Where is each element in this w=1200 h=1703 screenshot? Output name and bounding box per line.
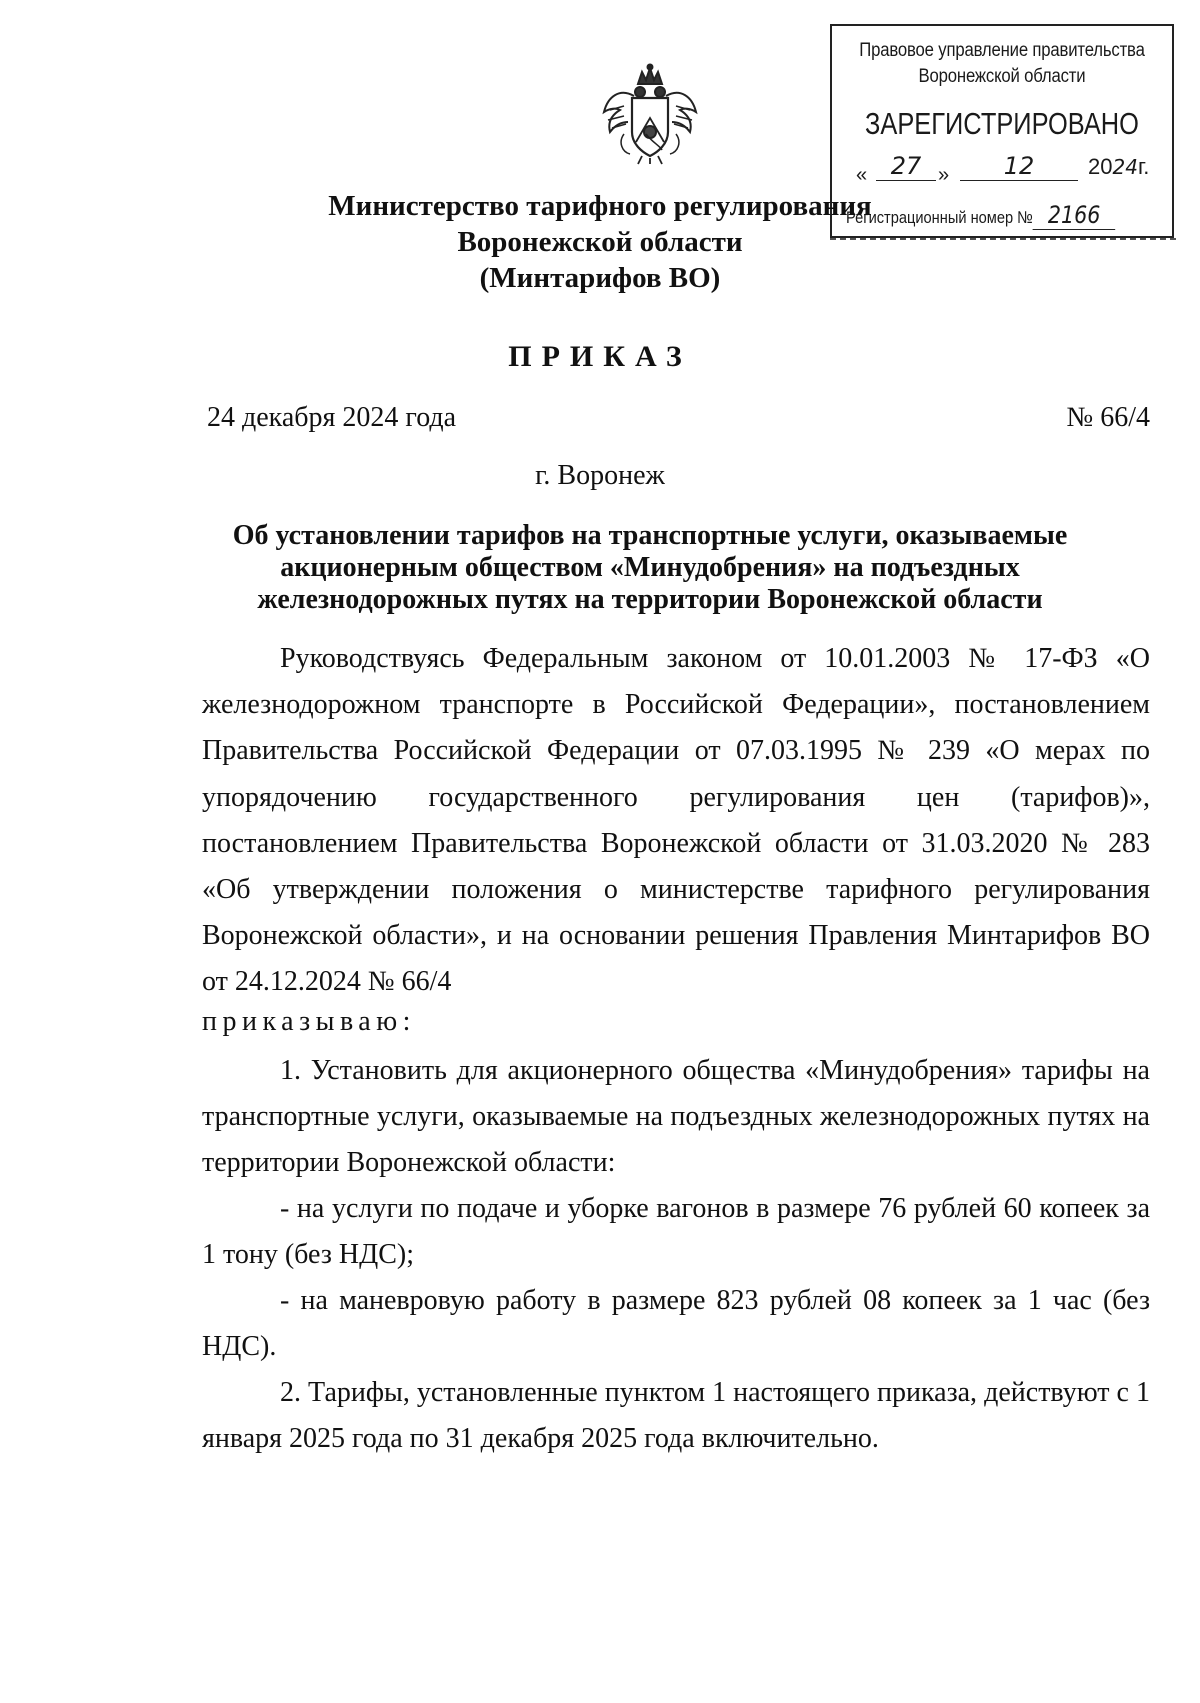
ministry-name-line2: Воронежской области bbox=[457, 226, 743, 258]
subject-line1: Об установлении тарифов на транспортные услуги, оказываемые bbox=[232, 520, 1068, 551]
stamp-day: 27 bbox=[876, 152, 936, 181]
stamp-year-prefix: 20 bbox=[1088, 154, 1113, 179]
stamp-month: 12 bbox=[960, 152, 1078, 181]
stamp-reg-label: Регистрационный номер № bbox=[846, 208, 1033, 227]
stamp-registered-label: ЗАРЕГИСТРИРОВАНО bbox=[865, 106, 1139, 141]
stamp-year bbox=[1088, 154, 1149, 180]
subject-line3: железнодорожных путях на территории Воронежской области bbox=[257, 584, 1043, 615]
order-city: г. Воронеж bbox=[535, 460, 665, 491]
stamp-year-unit: г. bbox=[1137, 154, 1150, 179]
preamble-paragraph: Руководствуясь Федеральным законом от 10.01.2003 № 17-ФЗ «О железнодорожном транспорте в Российской Федерации», постановлением Правительства Российской Федерации от 07.03.1995 № 239 «О мерах по упорядочению государственного регулирования цен (тарифов)», постановлением Правительства Воронежской области от 31.03.2020 № 283 «Об утверждении положения о министерстве тарифного регулирования Воронежской области», и на основании решения Правления Минтарифов ВО от 24.12.2024 № 66/4 bbox=[202, 643, 1150, 998]
order-number: № 66/4 bbox=[1066, 402, 1150, 433]
stamp-quote-open: « bbox=[856, 164, 868, 186]
ministry-short-name: (Минтарифов ВО) bbox=[479, 262, 721, 294]
item-1b-paragraph: - на маневровую работу в размере 823 рублей 08 копеек за 1 час (без НДС). bbox=[202, 1285, 1150, 1363]
coat-of-arms-icon bbox=[600, 62, 700, 166]
item-1-paragraph: 1. Установить для акционерного общества «Минудобрения» тарифы на транспортные услуги, оказываемые на подъездных железнодорожных путях на территории Воронежской области: bbox=[202, 1055, 1150, 1179]
stamp-authority-line2: Воронежской области bbox=[918, 66, 1086, 87]
stamp-date bbox=[854, 152, 1164, 192]
stamp-quote-close: » bbox=[938, 164, 950, 186]
order-title: ПРИКАЗ bbox=[508, 340, 692, 373]
order-date: 24 декабря 2024 года bbox=[207, 402, 457, 433]
order-subject bbox=[200, 520, 1100, 616]
item-2-paragraph: 2. Тарифы, установленные пунктом 1 настоящего приказа, действуют с 1 января 2025 года по 31 декабря 2025 года включительно. bbox=[202, 1377, 1150, 1455]
subject-line2: акционерным обществом «Минудобрения» на подъездных bbox=[280, 552, 1020, 583]
decree-word: приказываю: bbox=[202, 1006, 416, 1037]
ministry-name-line1: Министерство тарифного регулирования bbox=[328, 190, 872, 222]
item-1a-paragraph: - на услуги по подаче и уборке вагонов в размере 76 рублей 60 копеек за 1 тону (без НДС); bbox=[202, 1193, 1150, 1271]
stamp-authority-line1: Правовое управление правительства bbox=[859, 40, 1145, 61]
stamp-year-suffix: 24 bbox=[1112, 155, 1138, 179]
stamp-reg-number: 2166 bbox=[1033, 201, 1116, 230]
